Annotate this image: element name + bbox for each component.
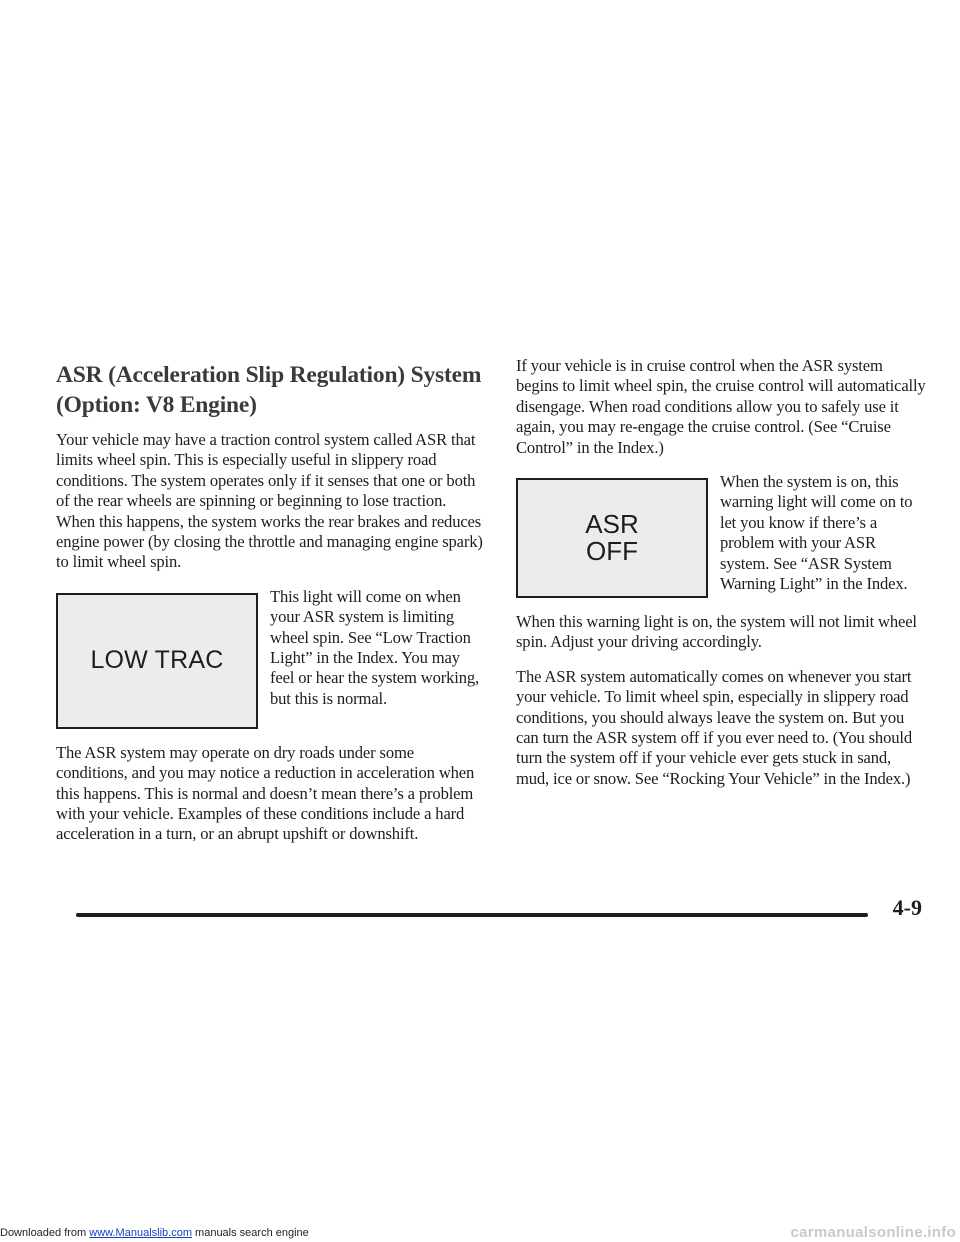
watermark: carmanualsonline.info (790, 1224, 956, 1241)
left-column (56, 360, 488, 859)
asr-off-caption: When the system is on, this warning light will come on to let you know if there’s a problem with your ASR system. See “ASR System Warning Light” in the Index. (720, 472, 913, 594)
manualslib-link[interactable]: www.Manualslib.com (89, 1227, 192, 1239)
page-number: 4-9 (892, 895, 922, 920)
footer-rule (76, 913, 868, 917)
asr-off-indicator-label: ASR OFF (585, 509, 639, 567)
low-trac-indicator-light (56, 593, 258, 729)
low-trac-caption: This light will come on when your ASR system is limiting wheel spin. See “Low Traction Light” in the Index. You may feel or hear the system working, but this is normal. (270, 586, 480, 708)
download-suffix: manuals search engine (191, 1227, 309, 1239)
low-trac-figure (56, 587, 488, 729)
low-trac-caption-block (258, 587, 488, 709)
low-trac-indicator-label: LOW TRAC (90, 646, 224, 675)
intro-paragraph: Your vehicle may have a traction control system called ASR that limits wheel spin. This is especially useful in slippery road conditions. The system operates only if it senses that one or both of the rear wheels are spinning or beginning to lose traction. When this happens, the system works the rear brakes and reduces engine power (by closing the throttle and managing engine spark) to limit wheel spin. (56, 430, 483, 572)
auto-on-paragraph: The ASR system automatically comes on whenever you start your vehicle. To limit wheel spin, especially in slippery road conditions, you should always leave the system on. But you can turn the ASR system off if you ever need to. (You should turn the system off if your vehicle ever gets stuck in sand, mud, ice or snow. See “Rocking Your Vehicle” in the Index.) (516, 666, 912, 788)
asr-off-caption-block (708, 472, 926, 594)
asr-off-figure (516, 472, 926, 598)
section-title: ASR (Acceleration Slip Regulation) System (Option: V8 Engine) (56, 362, 482, 418)
asr-off-indicator-light (516, 478, 708, 598)
cruise-paragraph: If your vehicle is in cruise control when the ASR system begins to limit wheel spin, the cruise control will automatically disengage. When road conditions allow you to safely use it again, you may re-engage the cruise control. (See “Cruise Control” in the Index.) (516, 356, 926, 457)
dry-roads-paragraph: The ASR system may operate on dry roads under some conditions, and you may notice a reduction in acceleration when this happens. This is normal and doesn’t mean there’s a problem with your vehicle. Examples of these conditions include a hard acceleration in a turn, or an abrupt upshift or downshift. (56, 742, 475, 844)
warning-on-paragraph: When this warning light is on, the system will not limit wheel spin. Adjust your driving accordingly. (516, 612, 917, 652)
download-prefix: Downloaded from (0, 1227, 90, 1239)
right-column (516, 356, 926, 803)
